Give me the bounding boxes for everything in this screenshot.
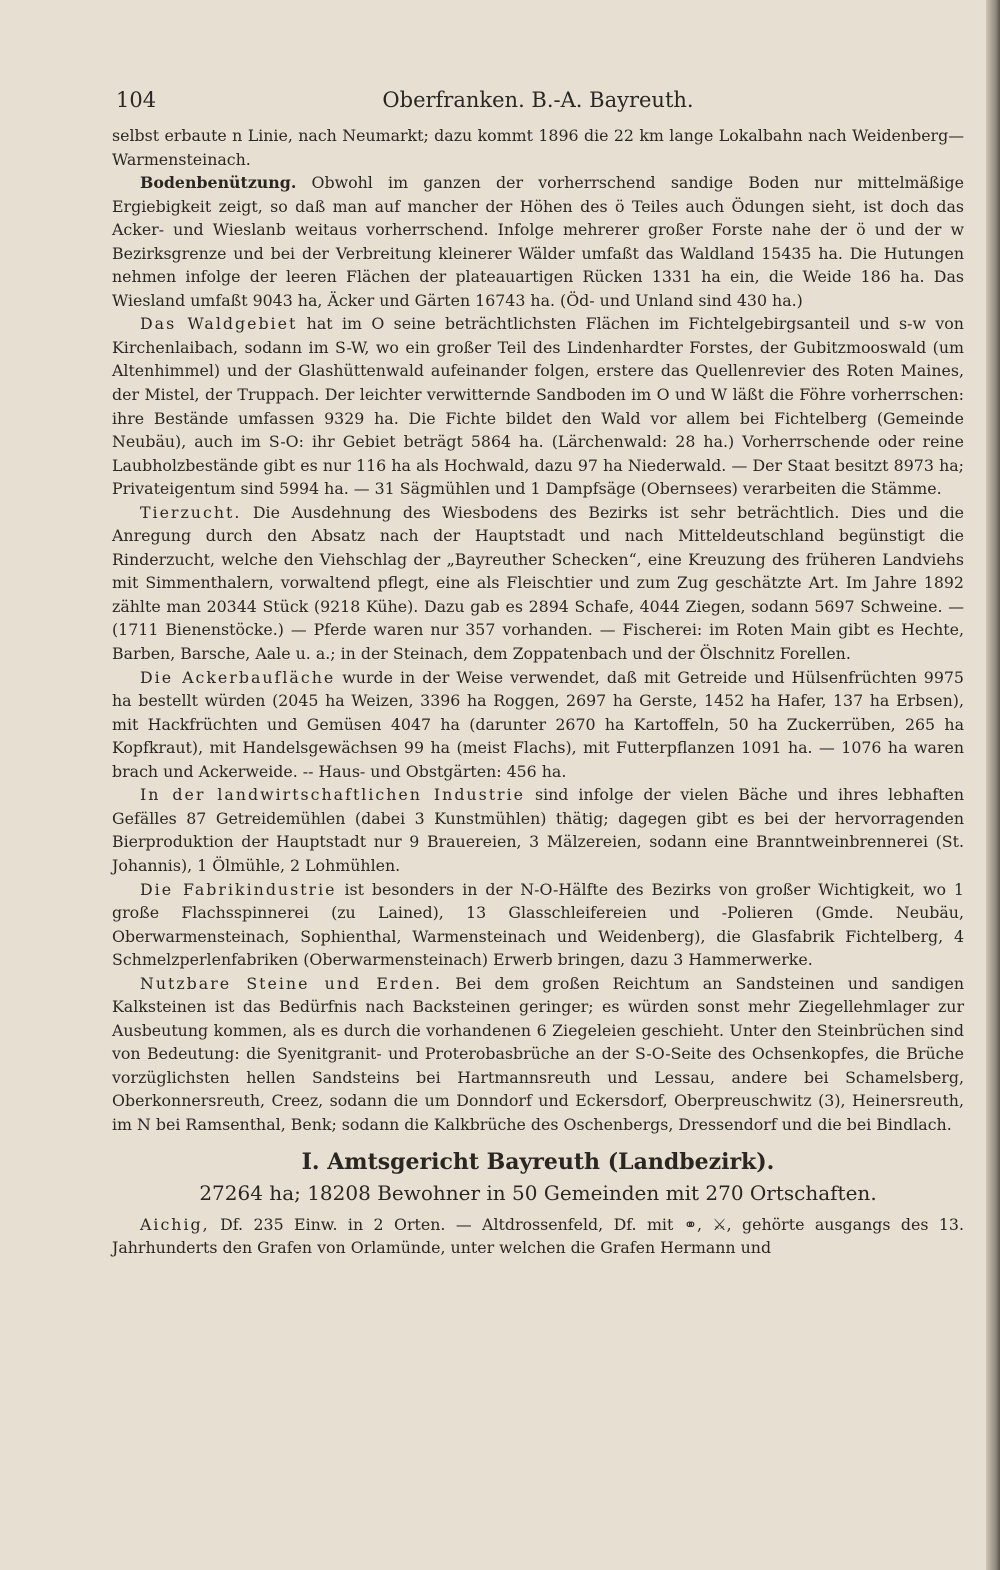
paragraph-agricultural-industry: In der landwirtschaftlichen Industrie sind infolge der vielen Bäche und ihres lebhaften Gefälles 87 Getreidemühlen (dabei 3 Kunstmühlen) thätig; dagegen gibt es bei der hervorragenden Bierproduktion der Hauptstadt nur 9 Brauereien, 3 Mälzereien, sodann eine Branntweinbrennerei (St. Johannis), 1 Ölmühle, 2 Lohmühlen. — [112, 785, 964, 875]
paragraph-stones-earths: Nutzbare Steine und Erden. Bei dem großen Reichtum an Sandsteinen und sandigen Kalksteinen ist das Bedürfnis nach Backsteinen geringer; es würden sonst mehr Ziegellehmlager zur Ausbeutung kommen, als es durch die vorhandenen 6 Ziegeleien geschieht. Unter den Steinbrüchen sind von Bedeutung: die Syenitgranit- und Proterobasbrüche an der S-O-Seite des Ochsenkopfes, die Brüche vorzüglichsten hellen Sandsteins bei Hartmannsreuth und Lessau, andere bei Schamelsberg, Oberkonnersreuth, Creez, sodann die um Donndorf und Eckersdorf, Oberpreuschwitz (3), Heinersreuth, im N bei Ramsenthal, Benk; sodann die Kalkbrüche des Oschenbergs, Dressendorf und die bei Bindlach. — [112, 973, 964, 1134]
paragraph-lead: Nutzbare Steine und Erden. — [140, 973, 443, 993]
paragraph-continuation: selbst erbaute n Linie, nach Neumarkt; dazu kommt 1896 die 22 km lange Lokalbahn nach Weidenberg—Warmensteinach. — [112, 126, 964, 169]
section-title: I. Amtsgericht Bayreuth (Landbezirk). — [301, 1148, 775, 1175]
page-number: 104 — [116, 88, 157, 112]
paragraph-lead: Die Fabrikindustrie — [140, 879, 337, 899]
page-header — [112, 84, 964, 124]
paragraph-places: Aichig, Df. 235 Einw. in 2 Orten. — Altdrossenfeld, Df. mit ⚭, ⚔, gehörte ausgangs des 13. Jahrhunderts den Grafen von Orlamünde, unter welchen die Grafen Hermann und — [112, 1214, 964, 1258]
page-edge-shadow — [986, 0, 1000, 1570]
section-subtitle: 27264 ha; 18208 Bewohner in 50 Gemeinden mit 270 Ortschaften. — [199, 1180, 877, 1205]
paragraph-lead: Tierzucht. — [140, 502, 242, 522]
book-page — [112, 84, 964, 1260]
running-title: Oberfranken. B.-A. Bayreuth. — [382, 88, 694, 112]
paragraph-farmland: Die Ackerbaufläche wurde in der Weise verwendet, daß mit Getreide und Hülsenfrüchten 9975 ha bestellt würden (2045 ha Weizen, 3396 ha Roggen, 2697 ha Gerste, 1452 ha Hafer, 137 ha Erbsen), mit Hackfrüchten und Gemüsen 4047 ha (darunter 2670 ha Kartoffeln, 50 ha Zuckerrüben, 265 ha Kopfkraut), mit Handelsgewächsen 99 ha (meist Flachs), mit Futterpflanzen 1091 ha. — 1076 ha waren brach und Ackerweide. -- Haus- und Obstgärten: 456 ha. — [112, 667, 964, 781]
paragraph-lead: Das Waldgebiet — [140, 314, 298, 334]
paragraph-lead: Aichig, — [140, 1214, 210, 1234]
paragraph-lead: Bodenbenützung. — [140, 173, 297, 193]
paragraph-forest: Das Waldgebiet hat im O seine beträchtlichsten Flächen im Fichtelgebirgsanteil und s-w von Kirchenlaibach, sodann im S-W, wo ein großer Teil des Lindenhardter Forstes, der Gubitzmooswald (um Altenhimmel) und der Glashüttenwald aufeinander folgen, erstere das Quellenrevier des Roten Maines, der Mistel, der Truppach. Der leichter verwitternde Sandboden im O und W läßt die Föhre vorherrschen: ihre Bestände umfassen 9329 ha. Die Fichte bildet den Wald vor allem bei Fichtelberg (Gemeinde Neubäu), auch im S-O: ihr Gebiet beträgt 5864 ha. (Lärchenwald: 28 ha.) Vorherrschende oder reine Laubholzbestände gibt es nur 116 ha als Hochwald, dazu 97 ha Niederwald. — Der Staat besitzt 8973 ha; Privateigentum sind 5994 ha. — 31 Sägmühlen und 1 Dampfsäge (Obernsees) verarbeiten die Stämme. — [112, 314, 964, 499]
paragraph-factory-industry: Die Fabrikindustrie ist besonders in der N-O-Hälfte des Bezirks von großer Wichtigkeit, wo 1 große Flachsspinnerei (zu Lained), 13 Glasschleifereien und -Polieren (Gmde. Neubäu, Oberwarmensteinach, Sophienthal, Warmensteinach und Weidenberg), die Glasfabrik Fichtelberg, 4 Schmelzperlenfabriken (Oberwarmensteinach) Erwerb bringen, dazu 3 Hammerwerke. — [112, 879, 964, 970]
paragraph-animal-husbandry: Tierzucht. Die Ausdehnung des Wiesbodens des Bezirks ist sehr beträchtlich. Dies und die Anregung durch den Absatz nach der Hauptstadt und nach Mitteldeutschland begünstigt die Rinderzucht, welche den Viehschlag der „Bayreuther Schecken“, eine Kreuzung des früheren Landviehs mit Simmenthalern, vorwaltend pflegt, eine als Fleischtier und zum Zug geschätzte Art. Im Jahre 1892 zählte man 20344 Stück (9218 Kühe). Dazu gab es 2894 Schafe, 4044 Ziegen, sodann 5697 Schweine. — (1711 Bienenstöcke.) — Pferde waren nur 357 vorhanden. — Fischerei: im Roten Main gibt es Hechte, Barben, Barsche, Aale u. a.; in der Steinach, dem Zoppatenbach und der Ölschnitz Forellen. — [112, 502, 964, 664]
paragraph-land-use: Bodenbenützung. Obwohl im ganzen der vorherrschend sandige Boden nur mittelmäßige Ergiebigkeit zeigt, so daß man auf mancher der Höhen des ö Teiles auch Ödungen sieht, ist doch das Acker- und Wieslanb weitaus vorherrschend. Infolge mehrerer großer Forste nahe der ö und der w Bezirksgrenze und bei der Verbreitung kleinerer Wälder umfaßt das Waldland 15435 ha. Die Hutungen nehmen infolge der leeren Flächen der plateauartigen Rücken 1331 ha ein, die Weide 186 ha. Das Wiesland umfaßt 9043 ha, Äcker und Gärten 16743 ha. (Öd- und Unland sind 430 ha.) — [112, 173, 964, 310]
paragraph-lead: In der landwirtschaftlichen Industrie — [140, 785, 526, 805]
paragraph-lead: Die Ackerbaufläche — [140, 667, 336, 687]
